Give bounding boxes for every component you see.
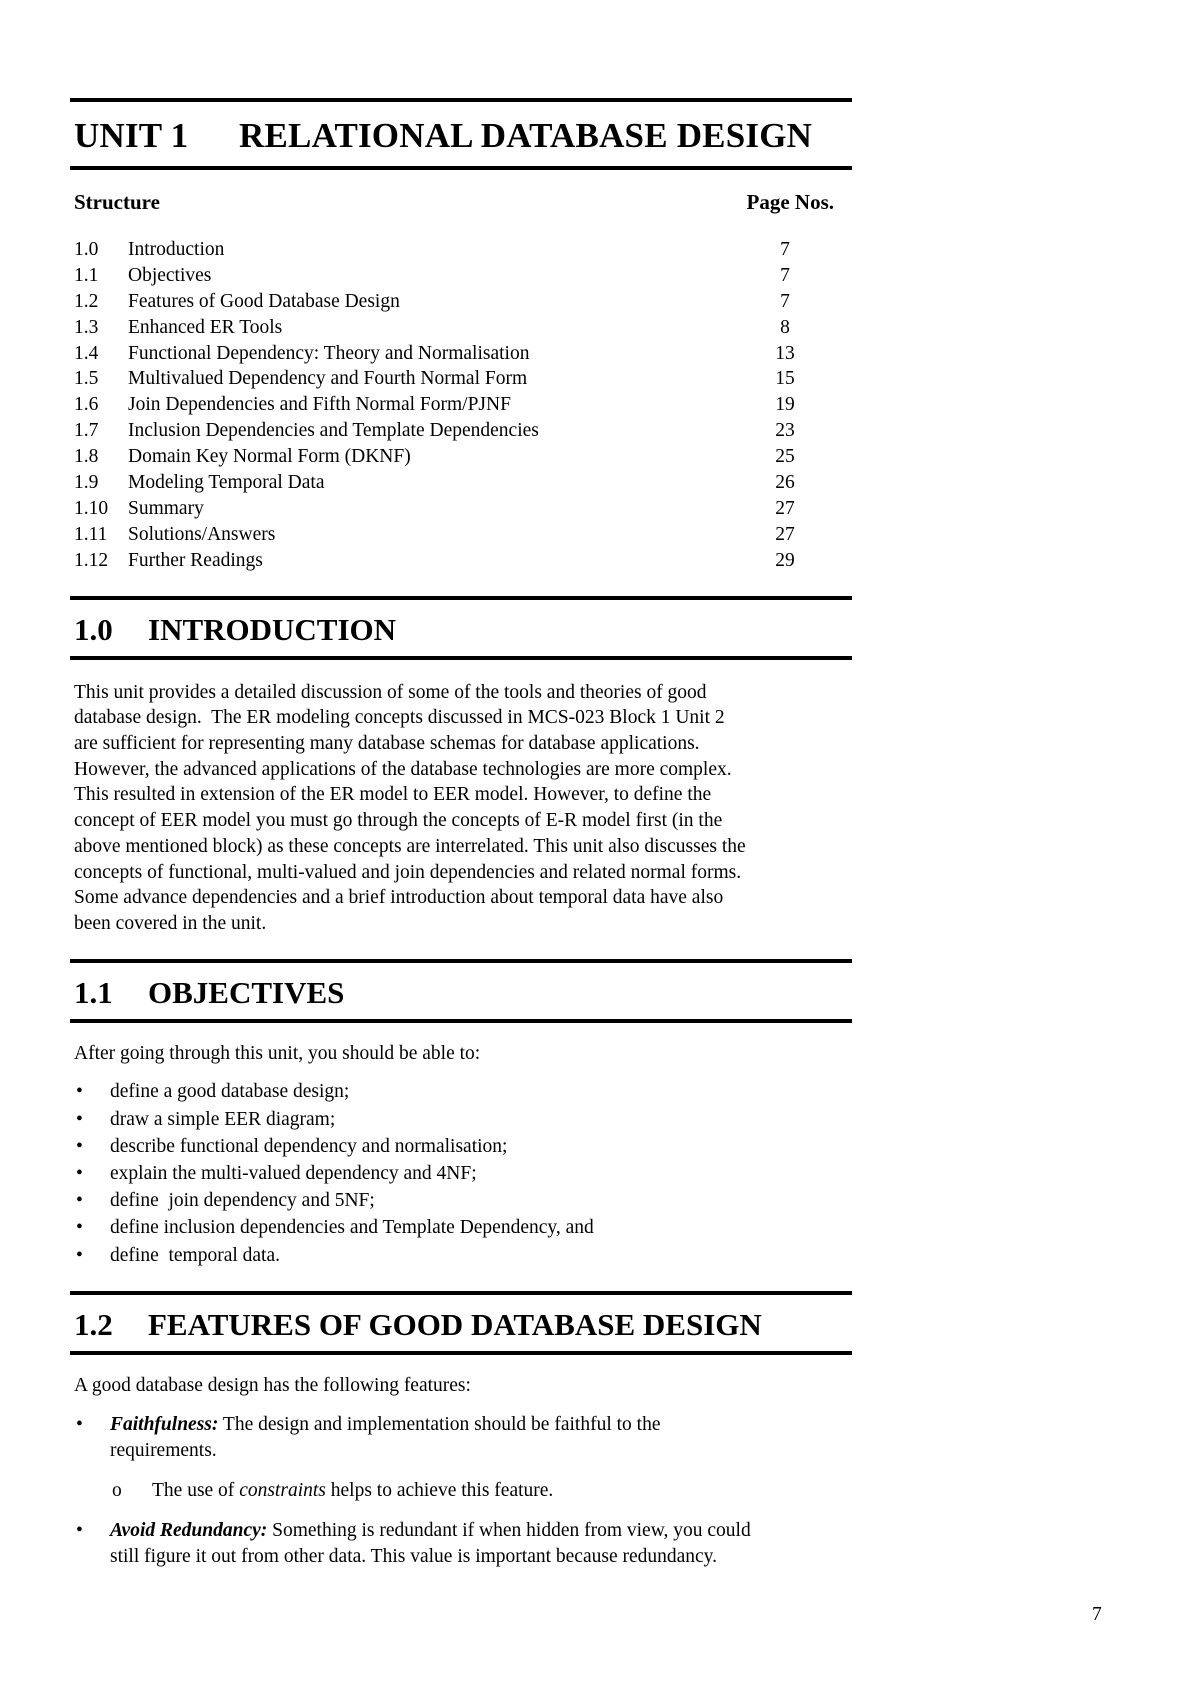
toc-title: Join Dependencies and Fifth Normal Form/PJNF (128, 394, 511, 416)
paragraph-line: above mentioned block) as these concepts are interrelated. This unit also discusses the (74, 835, 746, 857)
feature-faithfulness (70, 1412, 852, 1464)
paragraph-line: However, the advanced applications of the database technologies are more complex. (74, 758, 732, 780)
paragraph-line: concepts of functional, multi-valued and join dependencies and related normal forms. (74, 861, 742, 883)
toc-row (70, 470, 852, 496)
toc-number: 1.1 (74, 264, 99, 286)
toc-page: 19 (775, 394, 795, 416)
sub-text: helps to achieve this feature. (325, 1480, 554, 1502)
structure-header (70, 190, 852, 215)
section-heading-introduction (70, 600, 852, 656)
toc-page: 27 (775, 497, 795, 519)
bullet-marker: • (76, 1244, 83, 1266)
bullet-marker: • (76, 1108, 83, 1130)
unit-title: RELATIONAL DATABASE DESIGN (239, 116, 813, 155)
toc-number: 1.3 (74, 316, 99, 338)
objective-item (70, 1133, 852, 1160)
document-page (70, 98, 852, 1570)
toc-page: 7 (780, 264, 790, 286)
toc-title: Features of Good Database Design (128, 290, 400, 312)
paragraph-line: are sufficient for representing many database schemas for database applications. (74, 732, 700, 754)
structure-label: Structure (74, 190, 160, 214)
section-heading-objectives (70, 963, 852, 1019)
feature-term: Faithfulness: (110, 1414, 219, 1436)
toc-row (70, 392, 852, 418)
sub-marker: o (112, 1480, 122, 1502)
objective-item (70, 1106, 852, 1133)
toc-row (70, 289, 852, 315)
objective-text: define temporal data. (110, 1244, 281, 1266)
toc-row (70, 366, 852, 392)
toc-row (70, 263, 852, 289)
features-lead: A good database design has the following features: (74, 1374, 471, 1396)
toc-page: 7 (780, 290, 790, 312)
page-nos-label: Page Nos. (746, 190, 834, 214)
section-rule (70, 656, 852, 660)
objective-text: define inclusion dependencies and Template Dependency, and (110, 1217, 594, 1239)
toc-title: Functional Dependency: Theory and Normalisation (128, 342, 530, 364)
section-title: OBJECTIVES (148, 974, 345, 1010)
sub-term: constraints (239, 1480, 326, 1502)
toc-row (70, 444, 852, 470)
page-number: 7 (1092, 1604, 1102, 1625)
toc-row (70, 315, 852, 341)
toc-page: 13 (775, 342, 795, 364)
bullet-marker: • (76, 1520, 83, 1542)
toc-number: 1.2 (74, 290, 99, 312)
feature-text: The design and implementation should be faithful to the (222, 1414, 661, 1436)
toc-row (70, 341, 852, 367)
toc-number: 1.12 (74, 549, 109, 571)
bullet-marker: • (76, 1217, 83, 1239)
paragraph-line: database design. The ER modeling concepts discussed in MCS-023 Block 1 Unit 2 (74, 707, 725, 729)
table-of-contents (70, 237, 852, 574)
feature-subpoint (70, 1478, 852, 1504)
bullet-marker: • (76, 1081, 83, 1103)
unit-heading (70, 102, 852, 166)
toc-title: Modeling Temporal Data (128, 472, 325, 494)
objective-item (70, 1214, 852, 1241)
toc-page: 29 (775, 549, 795, 571)
toc-row (70, 548, 852, 574)
objective-item (70, 1078, 852, 1105)
objectives-list (70, 1078, 852, 1268)
toc-number: 1.6 (74, 394, 99, 416)
toc-number: 1.10 (74, 497, 109, 519)
toc-title: Domain Key Normal Form (DKNF) (128, 446, 411, 468)
paragraph-line: Some advance dependencies and a brief introduction about temporal data have also (74, 887, 724, 909)
toc-title: Solutions/Answers (128, 523, 276, 545)
objective-item (70, 1160, 852, 1187)
section-title: FEATURES OF GOOD DATABASE DESIGN (148, 1306, 762, 1342)
section-rule (70, 1019, 852, 1023)
toc-page: 8 (780, 316, 790, 338)
paragraph-line: concept of EER model you must go through the concepts of E-R model first (in the (74, 810, 723, 832)
toc-title: Summary (128, 497, 204, 519)
feature-avoid-redundancy (70, 1518, 852, 1570)
objective-text: draw a simple EER diagram; (110, 1108, 336, 1130)
section-title: INTRODUCTION (148, 611, 397, 647)
toc-number: 1.8 (74, 446, 99, 468)
section-number: 1.1 (74, 974, 113, 1010)
bullet-marker: • (76, 1414, 83, 1436)
feature-text: requirements. (110, 1440, 217, 1462)
toc-row (70, 418, 852, 444)
toc-number: 1.4 (74, 342, 99, 364)
introduction-paragraph (70, 680, 852, 937)
section-number: 1.0 (74, 611, 113, 647)
feature-term: Avoid Redundancy: (110, 1520, 268, 1542)
toc-number: 1.0 (74, 239, 99, 260)
bullet-marker: • (76, 1135, 83, 1157)
toc-page: 26 (775, 472, 795, 494)
section-number: 1.2 (74, 1306, 113, 1342)
feature-text: still figure it out from other data. This value is important because redundancy. (110, 1546, 718, 1568)
toc-page: 15 (775, 368, 795, 390)
toc-number: 1.9 (74, 472, 99, 494)
objective-item (70, 1242, 852, 1269)
toc-title: Introduction (128, 239, 225, 260)
objective-text: describe functional dependency and normalisation; (110, 1135, 508, 1157)
toc-row (70, 496, 852, 522)
toc-title: Objectives (128, 264, 212, 286)
unit-number: UNIT 1 (74, 116, 189, 155)
objective-text: define a good database design; (110, 1081, 350, 1103)
toc-row (70, 237, 852, 263)
toc-title: Inclusion Dependencies and Template Dependencies (128, 420, 539, 442)
section-heading-features (70, 1295, 852, 1351)
toc-page: 7 (780, 239, 790, 260)
bullet-marker: • (76, 1190, 83, 1212)
unit-rule (70, 166, 852, 170)
toc-title: Further Readings (128, 549, 263, 571)
objective-item (70, 1187, 852, 1214)
toc-number: 1.7 (74, 420, 99, 442)
toc-number: 1.5 (74, 368, 99, 390)
paragraph-line: This unit provides a detailed discussion of some of the tools and theories of good (74, 681, 707, 703)
toc-number: 1.11 (74, 523, 108, 545)
paragraph-line: been covered in the unit. (74, 912, 267, 934)
toc-row (70, 522, 852, 548)
toc-page: 25 (775, 446, 795, 468)
toc-title: Enhanced ER Tools (128, 316, 283, 338)
objective-text: explain the multi-valued dependency and 4NF; (110, 1162, 477, 1184)
objective-text: define join dependency and 5NF; (110, 1190, 375, 1212)
toc-page: 23 (775, 420, 795, 442)
toc-title: Multivalued Dependency and Fourth Normal Form (128, 368, 528, 390)
paragraph-line: This resulted in extension of the ER model to EER model. However, to define the (74, 784, 712, 806)
toc-page: 27 (775, 523, 795, 545)
sub-text: The use of (152, 1480, 240, 1502)
bullet-marker: • (76, 1162, 83, 1184)
feature-text: Something is redundant if when hidden from view, you could (272, 1520, 751, 1542)
section-rule (70, 1351, 852, 1355)
objectives-lead: After going through this unit, you should be able to: (74, 1042, 481, 1064)
